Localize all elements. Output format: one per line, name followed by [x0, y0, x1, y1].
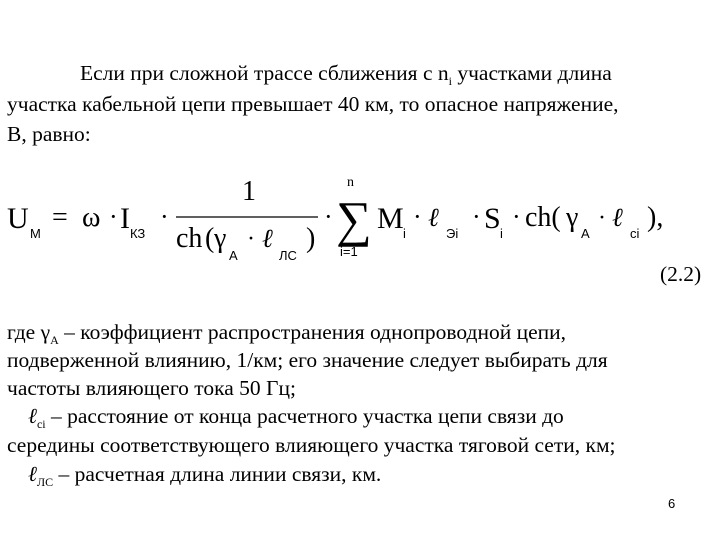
formula-equals: = [52, 202, 68, 233]
where-text: – коэффициент распространения однопроводной цепи, [58, 320, 567, 344]
formula-close: ) [306, 223, 316, 254]
intro-line-2: участка кабельной цепи превышает 40 км, то опасное напряжение, [7, 92, 619, 116]
formula-dot: · [160, 202, 169, 231]
formula-dot: · [472, 202, 481, 231]
formula-numerator: 1 [242, 176, 256, 207]
formula-U-sub: М [30, 226, 41, 241]
sum-upper: n [347, 175, 354, 190]
formula-gamma: γ [214, 223, 227, 254]
formula-U: U [7, 202, 29, 235]
formula-dot: · [324, 202, 333, 231]
where-line-4 [28, 404, 564, 431]
where-text: где [7, 320, 41, 344]
formula-dot: · [413, 202, 422, 231]
where-text: – расстояние от конца расчетного участка цепи связи до [45, 404, 564, 428]
intro-text: участками длина [451, 61, 612, 85]
formula-open: ( [205, 223, 215, 254]
formula-S-sub: i [500, 226, 503, 241]
where-line-6 [28, 462, 382, 489]
where-text: – расчетная длина линии связи, км. [53, 462, 382, 486]
subscript: i [448, 74, 452, 88]
formula-M-sub: i [403, 226, 406, 241]
formula-omega: ω [82, 202, 101, 233]
where-line-3: частоты влияющего тока 50 Гц; [7, 376, 296, 400]
formula-dot: · [247, 226, 255, 252]
formula-M: M [377, 202, 404, 235]
ell-symbol: ℓ [28, 404, 37, 428]
gamma-symbol: γ [40, 320, 51, 344]
intro-text: Если при сложной трассе сближения с n [80, 61, 449, 85]
formula-ell: ℓ [428, 203, 439, 232]
formula-lc-sub: ЛС [279, 248, 297, 263]
formula-dot: · [109, 202, 118, 231]
ell-symbol: ℓ [28, 462, 37, 486]
formula-gamma-sub: А [229, 248, 238, 263]
where-line-2: подверженной влиянию, 1/км; его значение следует выбирать для [7, 348, 608, 372]
subscript: ci [36, 417, 46, 431]
formula-dot: · [512, 202, 521, 231]
formula-gamma: γ [566, 202, 579, 233]
formula-ch: ch [176, 223, 203, 254]
where-line-5: середины соответствующего влияющего участка тяговой сети, км; [7, 433, 616, 457]
formula-I-sub: КЗ [130, 226, 146, 241]
formula-ell2-sub: ci [630, 226, 640, 241]
formula-I: I [120, 202, 130, 235]
subscript: А [50, 333, 59, 347]
formula [0, 170, 720, 280]
page-number: 6 [668, 496, 676, 511]
formula-S: S [484, 202, 501, 235]
intro-line-1 [80, 61, 612, 88]
formula-ell: ℓ [262, 224, 273, 253]
sum-sign: ∑ [336, 191, 372, 247]
formula-ch2: ch( [525, 202, 561, 233]
equation-number: (2.2) [660, 262, 702, 286]
formula-le-sub: Эi [446, 226, 459, 241]
formula-gamma2-sub: А [581, 226, 590, 241]
sum-lower: i=1 [340, 244, 358, 259]
formula-dot: · [598, 205, 606, 231]
intro-line-3: В, равно: [7, 122, 91, 146]
where-line-1 [7, 320, 567, 347]
formula-ell: ℓ [612, 203, 623, 232]
formula-close2: ), [647, 202, 664, 233]
subscript: ЛС [36, 475, 54, 489]
